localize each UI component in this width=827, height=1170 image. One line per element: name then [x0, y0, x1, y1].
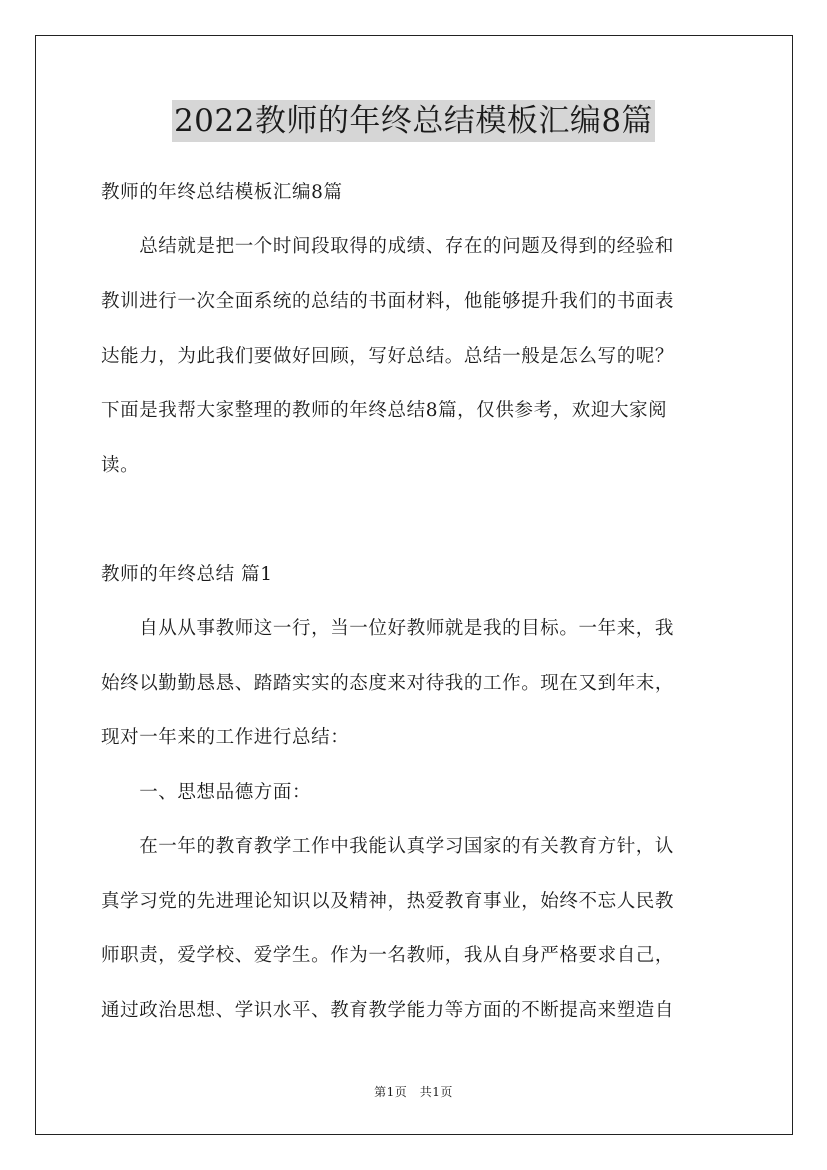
document-subtitle: 教师的年终总结模板汇编8篇	[101, 182, 343, 203]
section-1-line-4: 一、思想品德方面：	[101, 782, 312, 803]
section-1-line-2: 始终以勤勤恳恳、踏踏实实的态度来对待我的工作。现在又到年末，	[101, 673, 675, 694]
page-footer: 第1页 共1页	[374, 1085, 453, 1099]
intro-line-5: 读。	[101, 455, 140, 476]
section-1-line-6: 真学习党的先进理论知识以及精神，热爱教育事业，始终不忘人民教	[101, 891, 675, 912]
intro-line-4: 下面是我帮大家整理的教师的年终总结8篇，仅供参考，欢迎大家阅	[101, 400, 668, 421]
section-1-line-5: 在一年的教育教学工作中我能认真学习国家的有关教育方针，认	[101, 836, 675, 857]
section-1-line-1: 自从从事教师这一行，当一位好教师就是我的目标。一年来，我	[101, 618, 675, 639]
document-title: 2022教师的年终总结模板汇编8篇	[172, 100, 655, 142]
intro-line-3: 达能力，为此我们要做好回顾，写好总结。总结一般是怎么写的呢？	[101, 346, 675, 367]
section-1-line-3: 现对一年来的工作进行总结：	[101, 727, 350, 748]
title-container	[0, 100, 827, 142]
section-1-line-8: 通过政治思想、学识水平、教育教学能力等方面的不断提高来塑造自	[101, 1000, 675, 1021]
intro-line-2: 教训进行一次全面系统的总结的书面材料，他能够提升我们的书面表	[101, 291, 675, 312]
section-1-heading: 教师的年终总结 篇1	[101, 564, 273, 585]
intro-line-1: 总结就是把一个时间段取得的成绩、存在的问题及得到的经验和	[101, 236, 675, 257]
section-1-line-7: 师职责，爱学校、爱学生。作为一名教师，我从自身严格要求自己，	[101, 945, 675, 966]
